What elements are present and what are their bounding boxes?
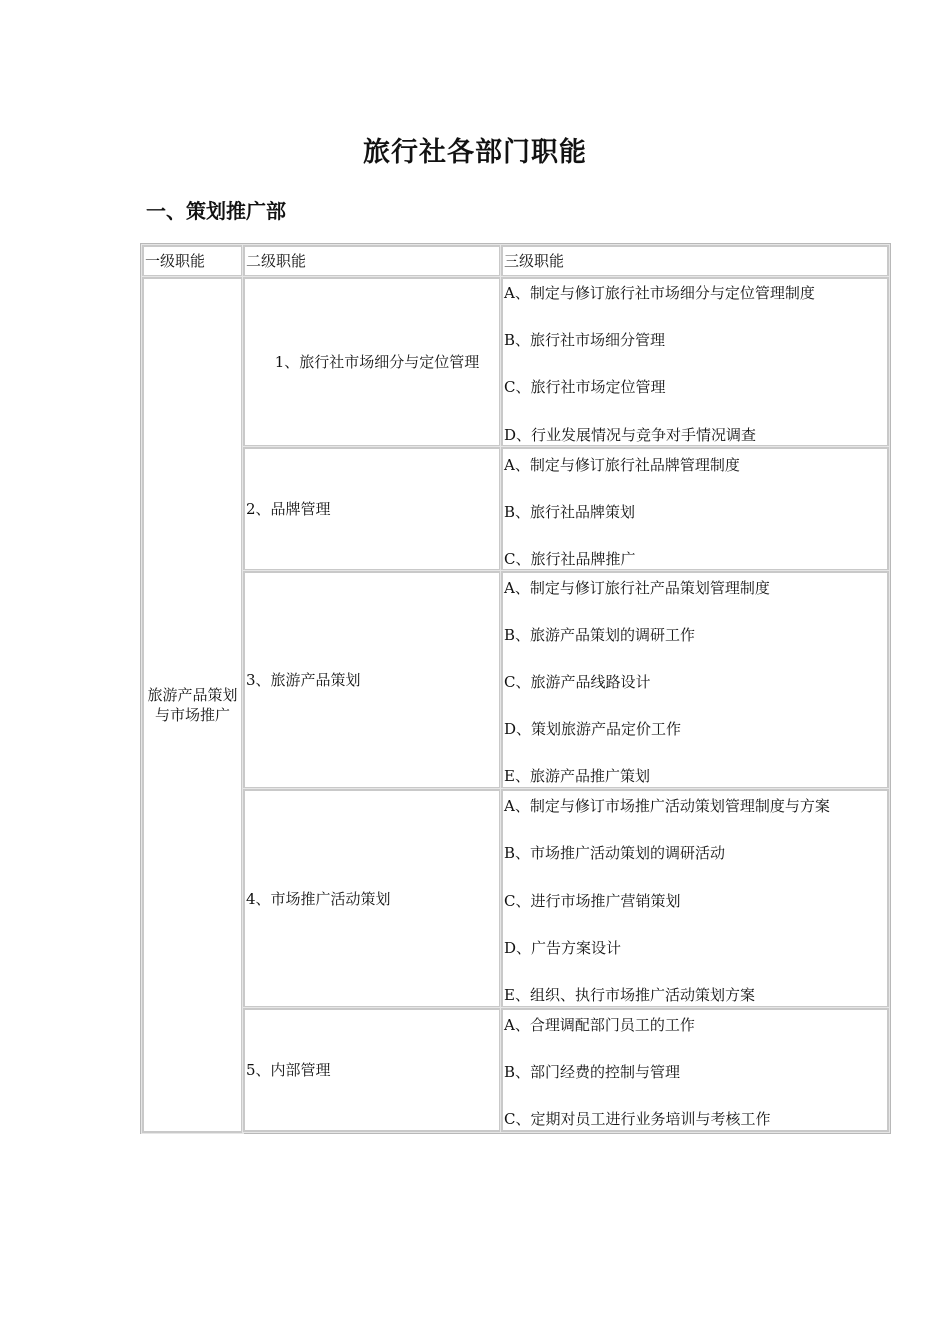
level3-item: C、旅游产品线路设计 xyxy=(504,673,651,691)
level3-item: C、旅行社品牌推广 xyxy=(504,550,636,568)
level2-cell: 3、旅游产品策划 xyxy=(243,571,501,789)
header-level2: 二级职能 xyxy=(243,245,501,277)
level2-cell: 4、市场推广活动策划 xyxy=(243,789,501,1008)
level3-item: A、制定与修订旅行社市场细分与定位管理制度 xyxy=(504,284,815,302)
level3-item: E、旅游产品推广策划 xyxy=(504,767,650,785)
document-title: 旅行社各部门职能 xyxy=(363,137,587,168)
level3-cell xyxy=(501,571,889,789)
level3-cell xyxy=(501,1008,889,1132)
level2-cell: 5、内部管理 xyxy=(243,1008,501,1132)
functions-table xyxy=(140,243,891,1134)
header-level3: 三级职能 xyxy=(501,245,889,277)
level3-item: D、策划旅游产品定价工作 xyxy=(504,720,682,738)
level3-item: D、广告方案设计 xyxy=(504,939,622,957)
header-level1: 一级职能 xyxy=(142,245,243,277)
level3-item: B、旅游产品策划的调研工作 xyxy=(504,626,696,644)
level3-item: C、定期对员工进行业务培训与考核工作 xyxy=(504,1110,771,1128)
level3-item: C、进行市场推广营销策划 xyxy=(504,892,681,910)
level2-cell: 1、旅行社市场细分与定位管理 xyxy=(243,277,501,447)
level3-item: C、旅行社市场定位管理 xyxy=(504,378,666,396)
level3-item: D、行业发展情况与竞争对手情况调查 xyxy=(504,426,757,444)
level3-cell xyxy=(501,789,889,1008)
level3-item: B、部门经费的控制与管理 xyxy=(504,1063,681,1081)
level3-cell xyxy=(501,277,889,447)
level1-label: 旅游产品策划与市场推广 xyxy=(147,686,238,724)
section-heading: 一、策划推广部 xyxy=(146,199,286,223)
level3-item: B、市场推广活动策划的调研活动 xyxy=(504,844,726,862)
level3-item: B、旅行社市场细分管理 xyxy=(504,331,666,349)
level3-item: E、组织、执行市场推广活动策划方案 xyxy=(504,986,755,1004)
level3-item: B、旅行社品牌策划 xyxy=(504,503,636,521)
level3-item: A、制定与修订旅行社品牌管理制度 xyxy=(504,456,740,474)
level3-cell xyxy=(501,447,889,571)
level2-cell: 2、品牌管理 xyxy=(243,447,501,571)
level1-cell xyxy=(142,277,243,1133)
level3-item: A、制定与修订市场推广活动策划管理制度与方案 xyxy=(504,797,830,815)
level3-item: A、合理调配部门员工的工作 xyxy=(504,1016,695,1034)
level3-item: A、制定与修订旅行社产品策划管理制度 xyxy=(504,579,770,597)
